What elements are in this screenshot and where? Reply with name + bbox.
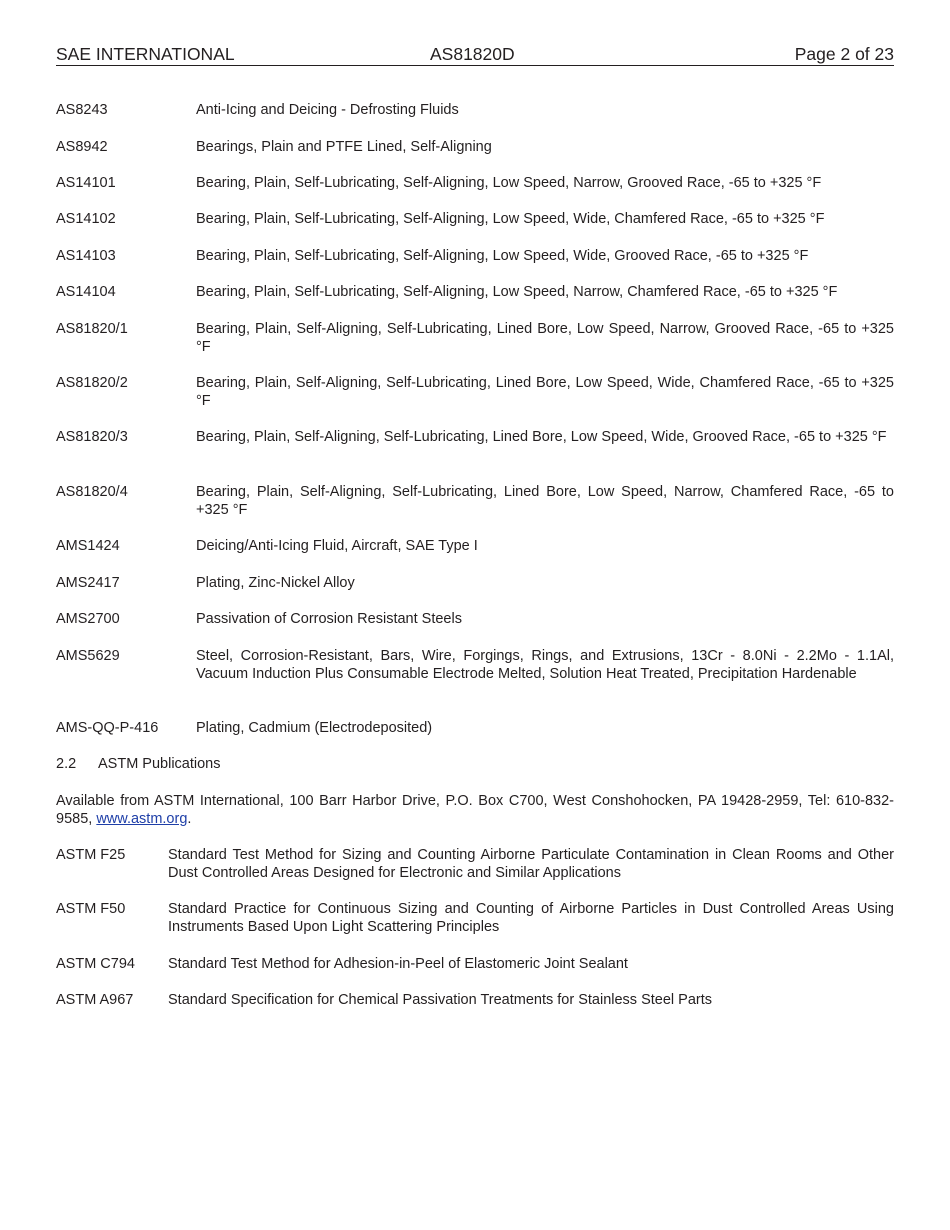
header-doc-number: AS81820D bbox=[430, 44, 515, 64]
reference-code: ASTM C794 bbox=[56, 956, 135, 972]
header-org: SAE INTERNATIONAL bbox=[56, 44, 235, 64]
reference-code: AMS1424 bbox=[56, 538, 120, 554]
reference-code: AS8942 bbox=[56, 139, 108, 155]
reference-description: Bearing, Plain, Self-Aligning, Self-Lubricating, Lined Bore, Low Speed, Narrow, Chamfered Race, -65 to +325 °F bbox=[196, 484, 894, 518]
reference-description: Bearing, Plain, Self-Aligning, Self-Lubricating, Lined Bore, Low Speed, Wide, Grooved Race, -65 to +325 °F bbox=[196, 429, 887, 445]
reference-description: Bearing, Plain, Self-Lubricating, Self-Aligning, Low Speed, Narrow, Chamfered Race, -65 to +325 °F bbox=[196, 284, 838, 300]
header-page-number: Page 2 of 23 bbox=[794, 44, 894, 64]
reference-code: AMS-QQ-P-416 bbox=[56, 720, 159, 736]
reference-code: AS14102 bbox=[56, 211, 116, 227]
reference-code: AS8243 bbox=[56, 102, 108, 118]
page-header bbox=[56, 44, 894, 66]
reference-code: AMS5629 bbox=[56, 648, 120, 664]
reference-code: ASTM F25 bbox=[56, 847, 126, 863]
reference-description: Bearings, Plain and PTFE Lined, Self-Aligning bbox=[196, 139, 492, 155]
section-title: ASTM Publications bbox=[98, 756, 221, 772]
intro-text: Available from ASTM International, 100 Barr Harbor Drive, P.O. Box C700, West Conshohocken, PA 19428-2959, Tel: 610-832-9585, bbox=[56, 793, 894, 827]
reference-description: Steel, Corrosion-Resistant, Bars, Wire, Forgings, Rings, and Extrusions, 13Cr - 8.0Ni - 2.2Mo - 1.1Al, Vacuum Induction Plus Consumable Electrode Melted, Solution Heat Treated, Precipitation Hardenable bbox=[196, 648, 894, 682]
reference-description: Bearing, Plain, Self-Aligning, Self-Lubricating, Lined Bore, Low Speed, Narrow, Grooved Race, -65 to +325 °F bbox=[196, 321, 894, 355]
section-number: 2.2 bbox=[56, 756, 77, 772]
reference-code: AS81820/3 bbox=[56, 429, 128, 445]
reference-code: AS14103 bbox=[56, 248, 116, 264]
reference-description: Bearing, Plain, Self-Lubricating, Self-Aligning, Low Speed, Wide, Grooved Race, -65 to +325 °F bbox=[196, 248, 809, 264]
reference-description: Anti-Icing and Deicing - Defrosting Fluids bbox=[196, 102, 459, 118]
reference-description: Plating, Cadmium (Electrodeposited) bbox=[196, 720, 433, 736]
reference-code: AS81820/4 bbox=[56, 484, 128, 500]
reference-code: AS14104 bbox=[56, 284, 116, 300]
reference-description: Bearing, Plain, Self-Lubricating, Self-Aligning, Low Speed, Narrow, Grooved Race, -65 to +325 °F bbox=[196, 175, 822, 191]
reference-description: Bearing, Plain, Self-Lubricating, Self-Aligning, Low Speed, Wide, Chamfered Race, -65 to +325 °F bbox=[196, 211, 825, 227]
reference-description: Plating, Zinc-Nickel Alloy bbox=[196, 575, 355, 591]
reference-description: Standard Specification for Chemical Passivation Treatments for Stainless Steel Parts bbox=[168, 992, 713, 1008]
reference-code: ASTM A967 bbox=[56, 992, 134, 1008]
reference-code: AMS2700 bbox=[56, 611, 120, 627]
reference-code: AS14101 bbox=[56, 175, 116, 191]
reference-description: Deicing/Anti-Icing Fluid, Aircraft, SAE Type I bbox=[196, 538, 478, 554]
reference-description: Standard Test Method for Adhesion-in-Peel of Elastomeric Joint Sealant bbox=[168, 956, 628, 972]
reference-description: Standard Practice for Continuous Sizing and Counting of Airborne Particles in Dust Controlled Areas Using Instruments Based Upon Light Scattering Principles bbox=[168, 901, 894, 935]
reference-code: AS81820/1 bbox=[56, 321, 128, 337]
intro-end: . bbox=[187, 810, 192, 827]
reference-code: AS81820/2 bbox=[56, 375, 128, 391]
reference-description: Bearing, Plain, Self-Aligning, Self-Lubricating, Lined Bore, Low Speed, Wide, Chamfered Race, -65 to +325 °F bbox=[196, 375, 894, 409]
section-intro-paragraph bbox=[56, 793, 894, 828]
astm-website-link[interactable]: www.astm.org bbox=[96, 810, 188, 827]
reference-code: ASTM F50 bbox=[56, 901, 126, 917]
reference-code: AMS2417 bbox=[56, 575, 120, 591]
reference-description: Standard Test Method for Sizing and Counting Airborne Particulate Contamination in Clean Rooms and Other Dust Controlled Areas Designed for Electronic and Similar Applications bbox=[168, 847, 894, 881]
reference-description: Passivation of Corrosion Resistant Steels bbox=[196, 611, 462, 627]
